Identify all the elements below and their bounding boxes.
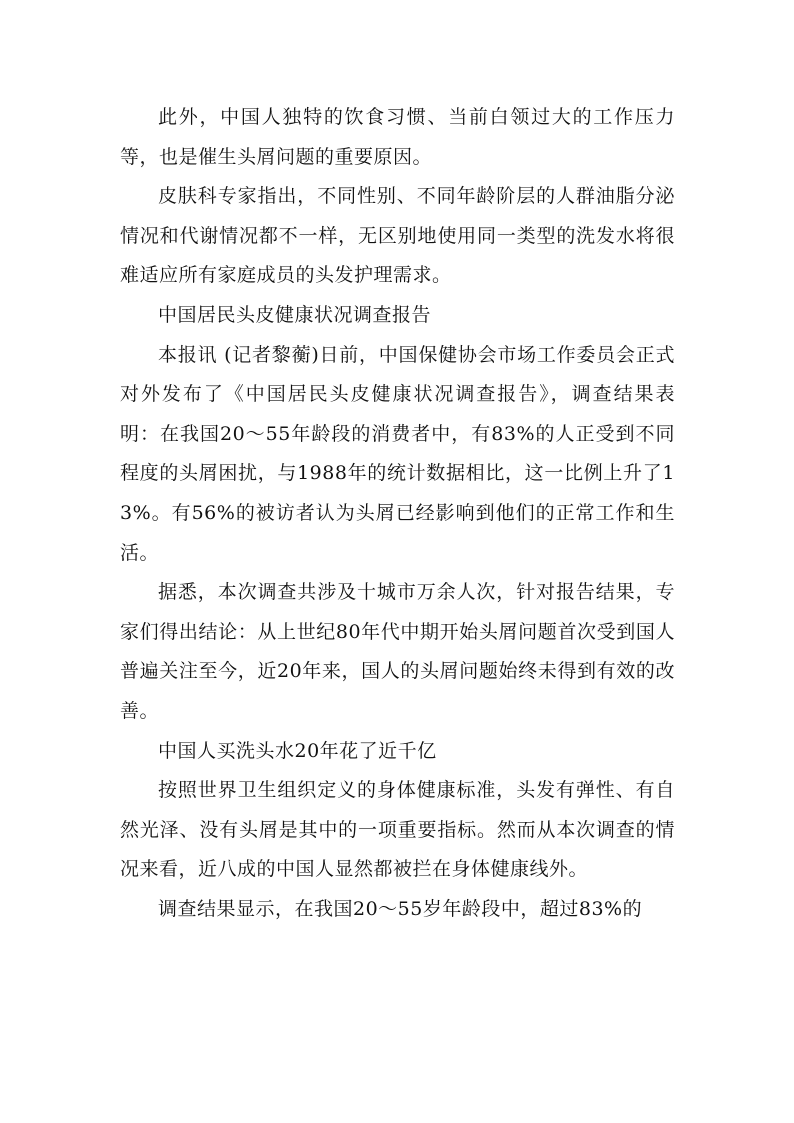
document-body [120,98,675,929]
body-paragraph: 按照世界卫生组织定义的身体健康标准，头发有弹性、有自然光泽、没有头屑是其中的一项重要指标。然而从本次调查的情况来看，近八成的中国人显然都被拦在身体健康线外。 [120,779,675,881]
body-paragraph: 皮肤科专家指出，不同性别、不同年龄阶层的人群油脂分泌情况和代谢情况都不一样，无区别地使用同一类型的洗发水将很难适应所有家庭成员的头发护理需求。 [120,185,675,287]
body-paragraph: 据悉，本次调查共涉及十城市万余人次，针对报告结果，专家们得出结论：从上世纪80年代中期开始头屑问题首次受到国人普遍关注至今，近20年来，国人的头屑问题始终未得到有效的改善。 [120,581,675,722]
body-paragraph: 本报讯 (记者黎蘅)日前，中国保健协会市场工作委员会正式对外发布了《中国居民头皮健康状况调查报告》，调查结果表明：在我国20～55年龄段的消费者中，有83%的人正受到不同程度的头屑困扰，与1988年的统计数据相比，这一比例上升了13%。有56%的被访者认为头屑已经影响到他们的正常工作和生活。 [120,343,675,564]
section-heading: 中国居民头皮健康状况调查报告 [158,303,432,326]
body-paragraph: 此外，中国人独特的饮食习惯、当前白领过大的工作压力等，也是催生头屑问题的重要原因。 [120,106,675,168]
body-paragraph: 调查结果显示，在我国20～55岁年龄段中，超过83%的 [158,897,643,920]
section-heading: 中国人买洗头水20年花了近千亿 [158,739,437,762]
